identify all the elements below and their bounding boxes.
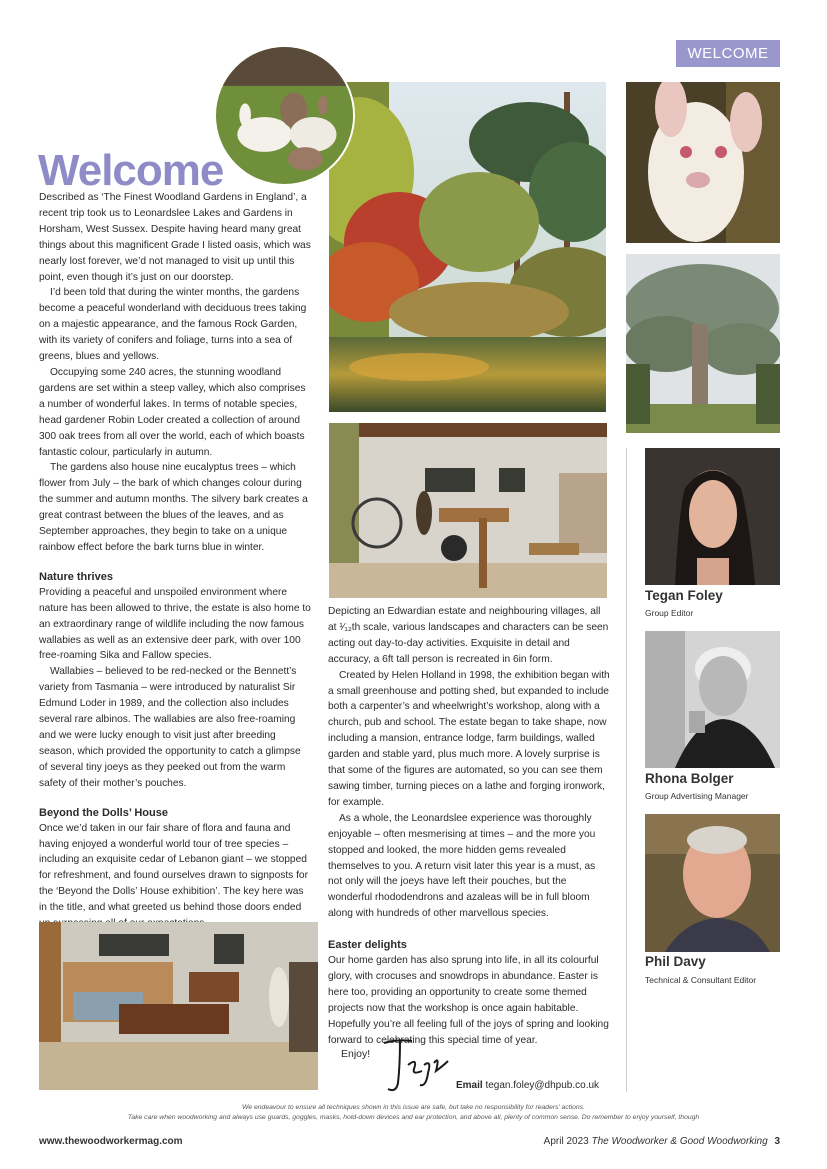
signature: [378, 1035, 458, 1097]
paragraph: As a whole, the Leonardslee experience was thoroughly enjoyable – often mesmerising at times – and the more you stopped and looked, the more hidden gems revealed themselves to you. A return visit later this year is a must, as not only will the joeys have left their pouches, but the wonderful rhododendrons and azaleas will be in full bloom along with hundreds of other marvellous species.: [328, 812, 596, 920]
paragraph: Once we’d taken in our fair share of flora and fauna and having enjoyed a wonderful world tour of tree species – including an exquisite cedar of Lebanon giant – we stopped for refreshment, and found ourselves drawn to signposts for the ‘Beyond the Dolls’ House exhibition’. The key here was in the title, and what greeted us behind those doors ended: [39, 822, 308, 914]
issue-date: April 2023: [543, 1136, 589, 1147]
column-divider: [626, 448, 627, 1092]
staff-role: Group Advertising Manager: [645, 791, 749, 801]
cedar-tree-photo: [626, 254, 780, 433]
website-link[interactable]: www.thewoodworkermag.com: [39, 1136, 183, 1147]
paragraph: I’d been told that during the winter months, the gardens become a peaceful wonderland with deciduous trees taking on a majestic appearance, and the famous Rock Garden, with its variety of conifers and foliage, turns into a sea of greens, blues and yellows.: [39, 287, 307, 363]
staff-role: Group Editor: [645, 608, 694, 618]
dolls-house-workshop-photo: [329, 423, 607, 598]
staff-name: Rhona Bolger: [645, 771, 734, 786]
albino-wallaby-photo: [626, 82, 780, 243]
magazine-name: The Woodworker & Good Woodworking: [591, 1136, 768, 1147]
page-number: 3: [774, 1136, 780, 1147]
staff-name: Tegan Foley: [645, 588, 723, 603]
carpenter-workshop-photo: [39, 922, 318, 1090]
paragraph: Providing a peaceful and unspoiled environment where nature has been allowed to thrive, the estate is also home to an extraordinary range of wildlife including the now famous wallabies as well as an extensive deer park, with over 100 free-roaming Sika and Fallow species.: [39, 586, 311, 662]
subheading: Beyond the Dolls’ House: [39, 806, 168, 819]
email-label: Email: [456, 1080, 483, 1091]
rhona-bolger-portrait: [645, 631, 780, 768]
section-tag: WELCOME: [676, 40, 780, 67]
disclaimer-line: Take care when woodworking and always use guards, goggles, masks, hold-down devices and ear protection, and above all, plenty of common sense. Do remember to enjoy yourself, though: [127, 1114, 700, 1121]
subheading: Easter delights: [328, 939, 407, 952]
signoff: Enjoy!: [341, 1048, 371, 1060]
editor-email[interactable]: [456, 1080, 599, 1091]
article-column-2: [328, 604, 610, 1049]
paragraph: The gardens also house nine eucalyptus trees – which flower from July – the bark of which changes colour during the summer and autumn months. The silvery bark creates a great contrast between the blues of the leaves, and as September approaches, they begin to take on a unique rainbow effect before the bark turns blue in winter.: [39, 462, 308, 553]
page-title: Welcome: [38, 146, 224, 195]
subheading: Nature thrives: [39, 570, 113, 583]
paragraph: Depicting an Edwardian estate and neighbouring villages, all at ¹⁄₁₂th scale, various landscapes and characters can be seen acting out day-to-day activities. Exquisite in detail and accuracy, a 6ft tall person is recreated in 6in form.: [328, 606, 609, 665]
article-column-1: [39, 190, 311, 932]
paragraph: Occupying some 240 acres, the stunning woodland gardens are set within a steep valley, which also comprises a number of wonderful lakes. In terms of notable species, head gardener Robin Loder created a collection of around 300 oak trees from all over the world, each of which boasts fantastic colour, particularly in autumn.: [39, 366, 306, 458]
paragraph: Described as ‘The Finest Woodland Gardens in England’, a recent trip took us to Leonardslee Lakes and Gardens in Horsham, West Sussex. Despite having heard many great things about this magnificent Grade I listed oasis, which was nearly lost forever, we’d not managed to visit up until this point, even though it’s just on our doorstep.: [39, 192, 311, 283]
paragraph: Wallabies – believed to be red-necked or the Bennett’s variety from Tasmania – were introduced by naturalist Sir Edmund Loder in 1989, and the collection also includes several rare albinos. The wallabies are also free-roaming and we were lucky enough to visit just after breeding season, which provided the opportunity to catch a glimpse of several tiny joeys as they peeked out from the warm safety of their mother’s pouches.: [39, 666, 301, 789]
staff-role: Technical & Consultant Editor: [645, 975, 757, 985]
paragraph: Created by Helen Holland in 1998, the exhibition began with a small greenhouse and potting shed, but expanded to include both a carpenter’s and wheelwright’s workshop, along with a church, pub and school. The estate began to take shape, now including a mansion, entrance lodge, farm buildings, walled garden and stable yard, plus much more. A lovely surprise is that some of the figures are automated, so you can see them sawing timber, turning pieces on a lathe and forging ironwork, for example.: [328, 669, 610, 808]
email-address[interactable]: tegan.foley@dhpub.co.uk: [485, 1080, 600, 1091]
phil-davy-portrait: [645, 814, 780, 952]
staff-name: Phil Davy: [645, 954, 706, 969]
tegan-foley-portrait: [645, 448, 780, 585]
disclaimer-line: We endeavour to ensure all techniques shown in this issue are safe, but take no responsibility for readers’ actions.: [242, 1104, 585, 1111]
footer-info: [544, 1136, 780, 1147]
paragraph: Our home garden has also sprung into life, in all its colourful glory, with crocuses and snowdrops in abundance. Easter is here too, providing an opportunity to create some themed projects now that the workshop is once again habitable. Hopefully you’re all feeling full of the joys of spring and looking forward to celebrating this special time of year.: [328, 955, 609, 1046]
lake-garden-photo: [329, 82, 606, 412]
wallabies-photo: [214, 45, 355, 186]
